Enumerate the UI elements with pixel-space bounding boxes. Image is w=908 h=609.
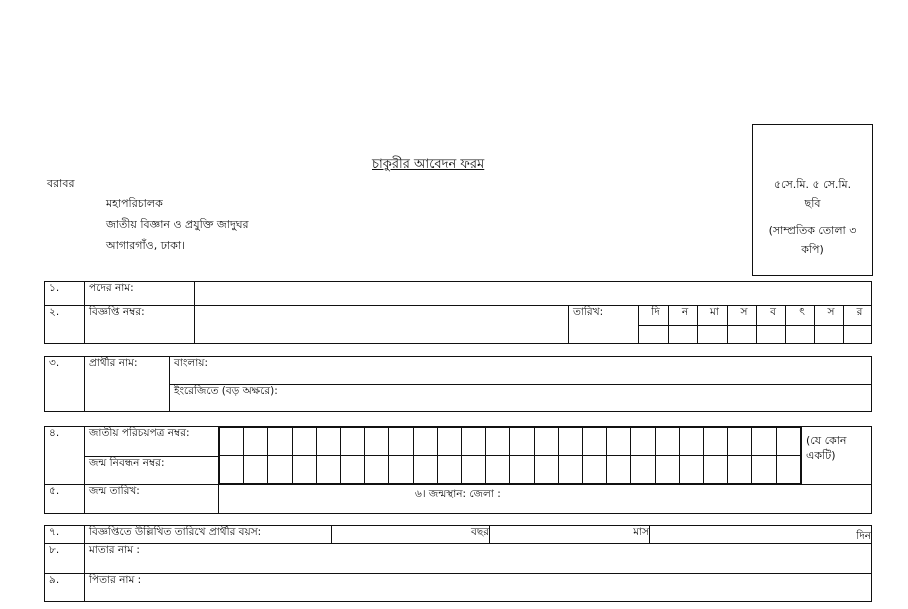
name-english-field[interactable]: [170, 385, 872, 412]
to-label: বরাবর: [47, 177, 75, 190]
digit-box[interactable]: [486, 428, 510, 456]
post-name-label: পদের নাম:: [85, 282, 195, 306]
digit-box[interactable]: [268, 428, 292, 456]
id-number-grid: [219, 427, 802, 485]
digit-box[interactable]: [776, 456, 800, 484]
row-3-number: ৩.: [45, 357, 85, 412]
digit-box[interactable]: [655, 428, 679, 456]
digit-box[interactable]: [220, 456, 244, 484]
digit-box[interactable]: [268, 456, 292, 484]
digit-box[interactable]: [631, 456, 655, 484]
birth-reg-label: জন্ম নিবন্ধন নম্বর:: [85, 456, 219, 485]
photo-size: ৫সে.মি. ৫ সে.মি.: [773, 178, 852, 191]
digit-box[interactable]: [437, 456, 461, 484]
date-box-6: ৎ: [786, 306, 815, 326]
date-input-7[interactable]: [815, 326, 844, 344]
date-input-1[interactable]: [639, 326, 669, 344]
father-name-label: পিতার নাম :: [89, 574, 142, 586]
date-input-5[interactable]: [757, 326, 786, 344]
digit-box[interactable]: [752, 428, 776, 456]
circular-no-label: বিজ্ঞপ্তি নম্বর:: [85, 306, 195, 326]
nid-label: জাতীয় পরিচয়পত্র নম্বর:: [85, 427, 219, 457]
digit-box[interactable]: [607, 456, 631, 484]
address-line-1: মহাপরিচালক: [106, 197, 163, 210]
days-label: দিন: [856, 530, 871, 542]
digit-box[interactable]: [462, 428, 486, 456]
digit-box[interactable]: [704, 428, 728, 456]
section-2-table: [44, 356, 872, 412]
digit-box[interactable]: [437, 428, 461, 456]
digit-box[interactable]: [583, 456, 607, 484]
age-days-field[interactable]: [650, 526, 872, 544]
row-2-number: ২.: [45, 306, 85, 326]
digit-box[interactable]: [776, 428, 800, 456]
digit-box[interactable]: [607, 428, 631, 456]
date-input-2[interactable]: [669, 326, 698, 344]
digit-box[interactable]: [534, 456, 558, 484]
digit-box[interactable]: [679, 456, 703, 484]
father-name-field[interactable]: [85, 574, 872, 602]
name-bangla-field[interactable]: [170, 357, 872, 385]
digit-box[interactable]: [462, 456, 486, 484]
digit-box[interactable]: [316, 428, 340, 456]
dob-label: জন্ম তারিখ:: [85, 485, 219, 514]
form-title: চাকুরীর আবেদন ফরম: [372, 157, 485, 172]
digit-box[interactable]: [558, 428, 582, 456]
digit-box[interactable]: [583, 428, 607, 456]
row-1-number: ১.: [45, 282, 85, 306]
row-7-number: ৭.: [45, 526, 85, 544]
date-box-4: স: [728, 306, 757, 326]
digit-box[interactable]: [752, 456, 776, 484]
row-9-number: ৯.: [45, 574, 85, 602]
post-name-field[interactable]: [195, 282, 872, 306]
digit-box[interactable]: [244, 456, 268, 484]
address-line-3: আগারগাঁও, ঢাকা।: [106, 239, 186, 252]
digit-box[interactable]: [292, 428, 316, 456]
digit-box[interactable]: [631, 428, 655, 456]
id-note-1: (যে কোন: [806, 434, 847, 447]
date-box-1: দি: [639, 306, 669, 326]
digit-box[interactable]: [413, 428, 437, 456]
birthplace-field[interactable]: [219, 485, 872, 514]
date-box-8: র: [844, 306, 872, 326]
section-3-table: [44, 426, 872, 514]
digit-box[interactable]: [341, 456, 365, 484]
date-input-8[interactable]: [844, 326, 872, 344]
row-5-number: ৫.: [45, 485, 85, 514]
photo-note-2: কপি): [801, 243, 824, 256]
months-label: মাস: [633, 526, 649, 538]
photo-label: ছবি: [804, 197, 821, 210]
digit-box[interactable]: [534, 428, 558, 456]
digit-box[interactable]: [655, 456, 679, 484]
digit-box[interactable]: [220, 428, 244, 456]
digit-box[interactable]: [244, 428, 268, 456]
date-box-2: ন: [669, 306, 698, 326]
digit-box[interactable]: [389, 428, 413, 456]
row-4-number: ৪.: [45, 427, 85, 485]
birthplace-label: ৬। জন্মস্থান: জেলা :: [415, 488, 501, 500]
date-input-3[interactable]: [698, 326, 728, 344]
age-years-field[interactable]: [332, 526, 490, 544]
years-label: বছর: [471, 526, 489, 538]
digit-box[interactable]: [316, 456, 340, 484]
age-label: বিজ্ঞপ্তিতে উল্লিখিত তারিখে প্রার্থীর বয়স:: [85, 526, 332, 544]
date-input-6[interactable]: [786, 326, 815, 344]
mother-name-label: মাতার নাম :: [89, 544, 140, 556]
date-box-3: মা: [698, 306, 728, 326]
digit-box[interactable]: [365, 428, 389, 456]
digit-box[interactable]: [728, 428, 752, 456]
digit-box[interactable]: [341, 428, 365, 456]
digit-box[interactable]: [728, 456, 752, 484]
digit-box[interactable]: [679, 428, 703, 456]
digit-box[interactable]: [486, 456, 510, 484]
age-months-field[interactable]: [490, 526, 650, 544]
date-label: তারিখ:: [569, 306, 639, 326]
address-line-2: জাতীয় বিজ্ঞান ও প্রযুক্তি জাদুঘর: [106, 218, 249, 231]
name-bangla-label: বাংলায়:: [174, 357, 208, 369]
mother-name-field[interactable]: [85, 544, 872, 574]
name-english-label: ইংরেজিতে (বড় অক্ষরে):: [174, 385, 278, 397]
row-8-number: ৮.: [45, 544, 85, 574]
photo-note-1: (সাম্প্রতিক তোলা ৩: [768, 224, 857, 237]
digit-box[interactable]: [704, 456, 728, 484]
digit-box[interactable]: [558, 456, 582, 484]
photo-box: [752, 124, 873, 276]
id-choice-note: [802, 427, 872, 485]
applicant-name-label: প্রার্থীর নাম:: [85, 357, 170, 412]
digit-box[interactable]: [292, 456, 316, 484]
digit-box[interactable]: [510, 428, 534, 456]
date-box-7: স: [815, 306, 844, 326]
digit-box[interactable]: [510, 456, 534, 484]
section-4-table: [44, 525, 872, 602]
digit-box[interactable]: [413, 456, 437, 484]
section-1-table: [44, 281, 872, 344]
digit-box[interactable]: [389, 456, 413, 484]
date-box-5: ব: [757, 306, 786, 326]
date-input-4[interactable]: [728, 326, 757, 344]
digit-box[interactable]: [365, 456, 389, 484]
id-note-2: একটি): [806, 449, 836, 462]
circular-no-field[interactable]: [195, 306, 569, 344]
